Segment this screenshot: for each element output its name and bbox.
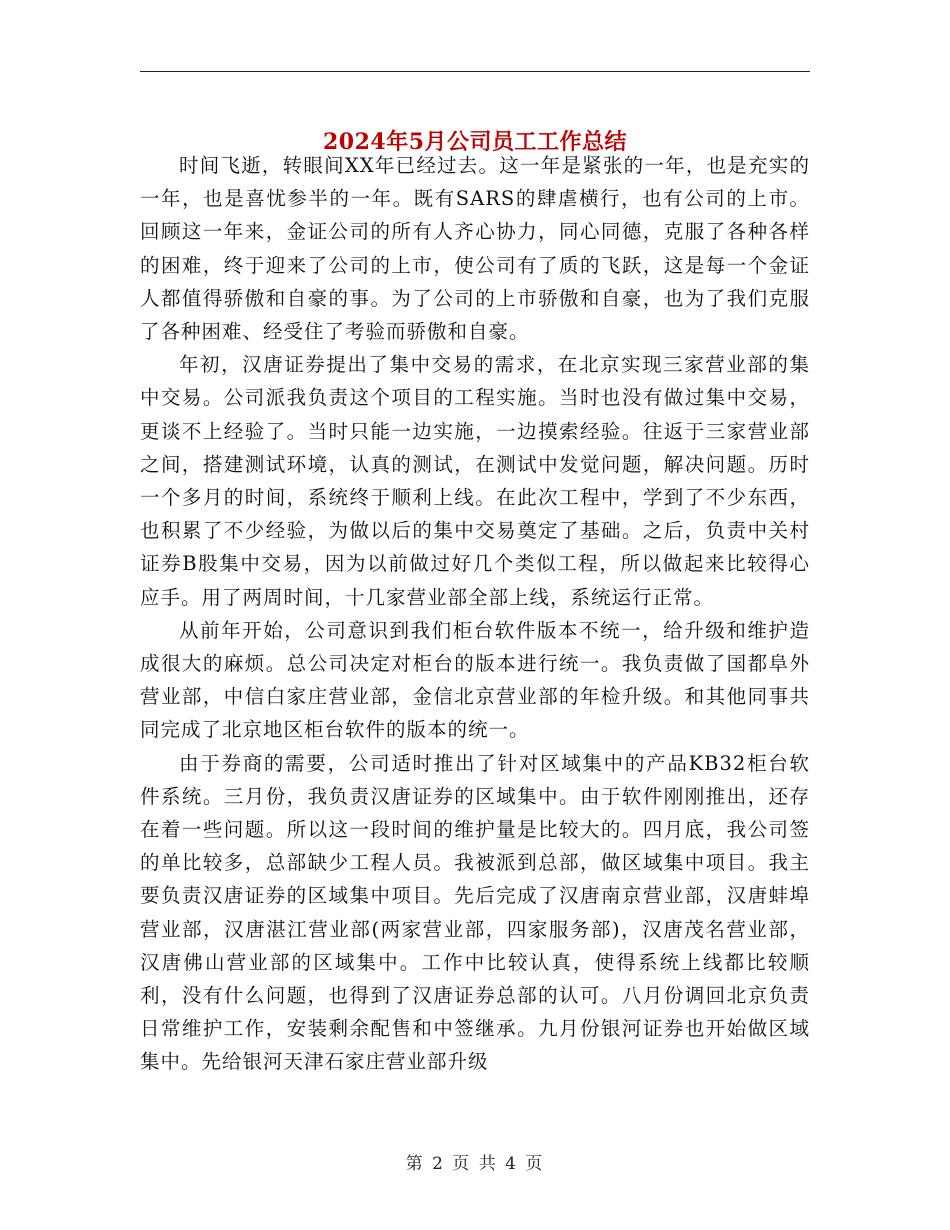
paragraph-3: 从前年开始，公司意识到我们柜台软件版本不统一，给升级和维护造成很大的麻烦。总公司决定对柜台的版本进行统一。我负责做了国都阜外营业部，中信白家庄营业部，金信北京营业部的年检升级。和其他同事共同完成了北京地区柜台软件的版本的统一。 xyxy=(140,618,810,742)
page-number-footer: 第 2 页 共 4 页 xyxy=(405,1154,545,1174)
document-body xyxy=(140,149,810,1079)
header-rule xyxy=(140,71,810,72)
paragraph-4: 由于券商的需要，公司适时推出了针对区域集中的产品KB32柜台软件系统。三月份，我负责汉唐证券的区域集中。由于软件刚刚推出，还存在着一些问题。所以这一段时间的维护量是比较大的。四月底，我公司签的单比较多，总部缺少工程人员。我被派到总部，做区域集中项目。我主要负责汉唐证券的区域集中项目。先后完成了汉唐南京营业部，汉唐蚌埠营业部，汉唐湛江营业部(两家营业部，四家服务部)，汉唐茂名营业部，汉唐佛山营业部的区域集中。工作中比较认真，使得系统上线都比较顺利，没有什么问题，也得到了汉唐证券总部的认可。八月份调回北京负责日常维护工作，安装剩余配售和中签继承。九月份银河证券也开始做区域集中。先给银河天津石家庄营业部升级 xyxy=(140,751,810,1074)
paragraph-1: 时间飞逝，转眼间XX年已经过去。这一年是紧张的一年，也是充实的一年，也是喜忧参半的一年。既有SARS的肆虐横行，也有公司的上市。回顾这一年来，金证公司的所有人齐心协力，同心同德，克服了各种各样的困难，终于迎来了公司的上市，使公司有了质的飞跃，这是每一个金证人都值得骄傲和自豪的事。为了公司的上市骄傲和自豪，也为了我们克服了各种困难、经受住了考验而骄傲和自豪。 xyxy=(140,154,810,344)
paragraph-2: 年初，汉唐证券提出了集中交易的需求，在北京实现三家营业部的集中交易。公司派我负责这个项目的工程实施。当时也没有做过集中交易，更谈不上经验了。当时只能一边实施，一边摸索经验。往返于三家营业部之间，搭建测试环境，认真的测试，在测试中发觉问题，解决问题。历时一个多月的时间，系统终于顺利上线。在此次工程中，学到了不少东西，也积累了不少经验，为做以后的集中交易奠定了基础。之后，负责中关村证券B股集中交易，因为以前做过好几个类似工程，所以做起来比较得心应手。用了两周时间，十几家营业部全部上线，系统运行正常。 xyxy=(140,353,810,609)
document-title: 2024年5月公司员工工作总结 xyxy=(322,128,628,155)
